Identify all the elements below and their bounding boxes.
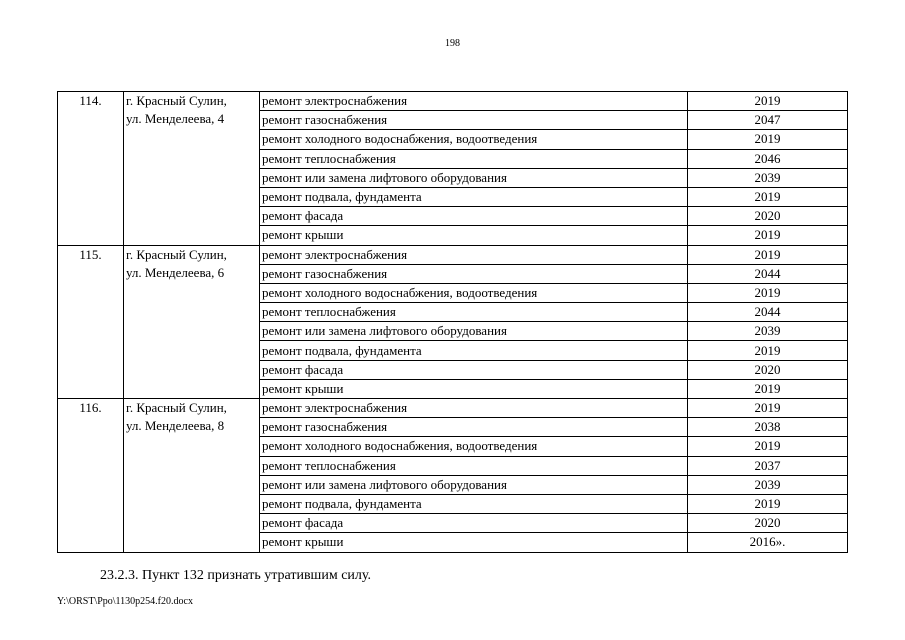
item-number: 115. [58, 245, 124, 399]
address-city: г. Красный Сулин, [126, 400, 227, 415]
year-cell: 2044 [688, 264, 848, 283]
year-cell: 2019 [688, 92, 848, 111]
year-cell: 2039 [688, 322, 848, 341]
year-cell: 2019 [688, 283, 848, 302]
address-city: г. Красный Сулин, [126, 246, 227, 262]
year-cell: 2019 [688, 130, 848, 149]
work-type-cell: ремонт крыши [260, 379, 688, 398]
work-type-cell: ремонт подвала, фундамента [260, 187, 688, 206]
year-cell: 2019 [688, 187, 848, 206]
item-number: 116. [58, 399, 124, 553]
work-type-cell: ремонт газоснабжения [260, 264, 688, 283]
year-cell: 2020 [688, 207, 848, 226]
work-type-cell: ремонт электроснабжения [260, 245, 688, 264]
year-cell: 2047 [688, 111, 848, 130]
year-cell: 2019 [688, 379, 848, 398]
work-type-cell: ремонт газоснабжения [260, 418, 688, 437]
work-type-cell: ремонт или замена лифтового оборудования [260, 322, 688, 341]
table-body [58, 92, 848, 553]
table-row [58, 245, 848, 264]
table-row [58, 92, 848, 111]
work-type-cell: ремонт фасада [260, 514, 688, 533]
year-cell: 2037 [688, 456, 848, 475]
year-cell: 2019 [688, 494, 848, 513]
address-cell [124, 92, 260, 246]
work-type-cell: ремонт электроснабжения [260, 399, 688, 418]
address-cell [124, 399, 260, 553]
table-row [58, 399, 848, 418]
work-type-cell: ремонт или замена лифтового оборудования [260, 475, 688, 494]
work-type-cell: ремонт газоснабжения [260, 111, 688, 130]
work-type-cell: ремонт крыши [260, 226, 688, 245]
work-type-cell: ремонт фасада [260, 360, 688, 379]
address-street: ул. Менделеева, 8 [126, 418, 225, 433]
address-cell [124, 245, 260, 399]
repair-schedule-table [57, 91, 848, 553]
work-type-cell: ремонт электроснабжения [260, 92, 688, 111]
work-type-cell: ремонт подвала, фундамента [260, 341, 688, 360]
work-type-cell: ремонт теплоснабжения [260, 303, 688, 322]
year-cell: 2019 [688, 437, 848, 456]
work-type-cell: ремонт фасада [260, 207, 688, 226]
year-cell: 2039 [688, 475, 848, 494]
item-number: 114. [58, 92, 124, 246]
year-cell: 2019 [688, 226, 848, 245]
year-cell: 2020 [688, 360, 848, 379]
address-street: ул. Менделеева, 4 [126, 111, 225, 126]
year-cell: 2046 [688, 149, 848, 168]
work-type-cell: ремонт подвала, фундамента [260, 494, 688, 513]
year-cell: 2016». [688, 533, 848, 552]
work-type-cell: ремонт или замена лифтового оборудования [260, 168, 688, 187]
year-cell: 2044 [688, 303, 848, 322]
address-city: г. Красный Сулин, [126, 93, 227, 108]
footer-file-path: Y:\ORST\Ppo\1130p254.f20.docx [57, 596, 193, 607]
year-cell: 2019 [688, 245, 848, 264]
work-type-cell: ремонт теплоснабжения [260, 149, 688, 168]
year-cell: 2020 [688, 514, 848, 533]
year-cell: 2038 [688, 418, 848, 437]
work-type-cell: ремонт крыши [260, 533, 688, 552]
address-street: ул. Менделеева, 6 [126, 264, 225, 280]
page-number: 198 [445, 38, 460, 49]
year-cell: 2039 [688, 168, 848, 187]
work-type-cell: ремонт холодного водоснабжения, водоотведения [260, 130, 688, 149]
clause-text: 23.2.3. Пункт 132 признать утратившим силу. [100, 568, 371, 583]
year-cell: 2019 [688, 341, 848, 360]
work-type-cell: ремонт теплоснабжения [260, 456, 688, 475]
work-type-cell: ремонт холодного водоснабжения, водоотведения [260, 437, 688, 456]
work-type-cell: ремонт холодного водоснабжения, водоотведения [260, 283, 688, 302]
year-cell: 2019 [688, 399, 848, 418]
